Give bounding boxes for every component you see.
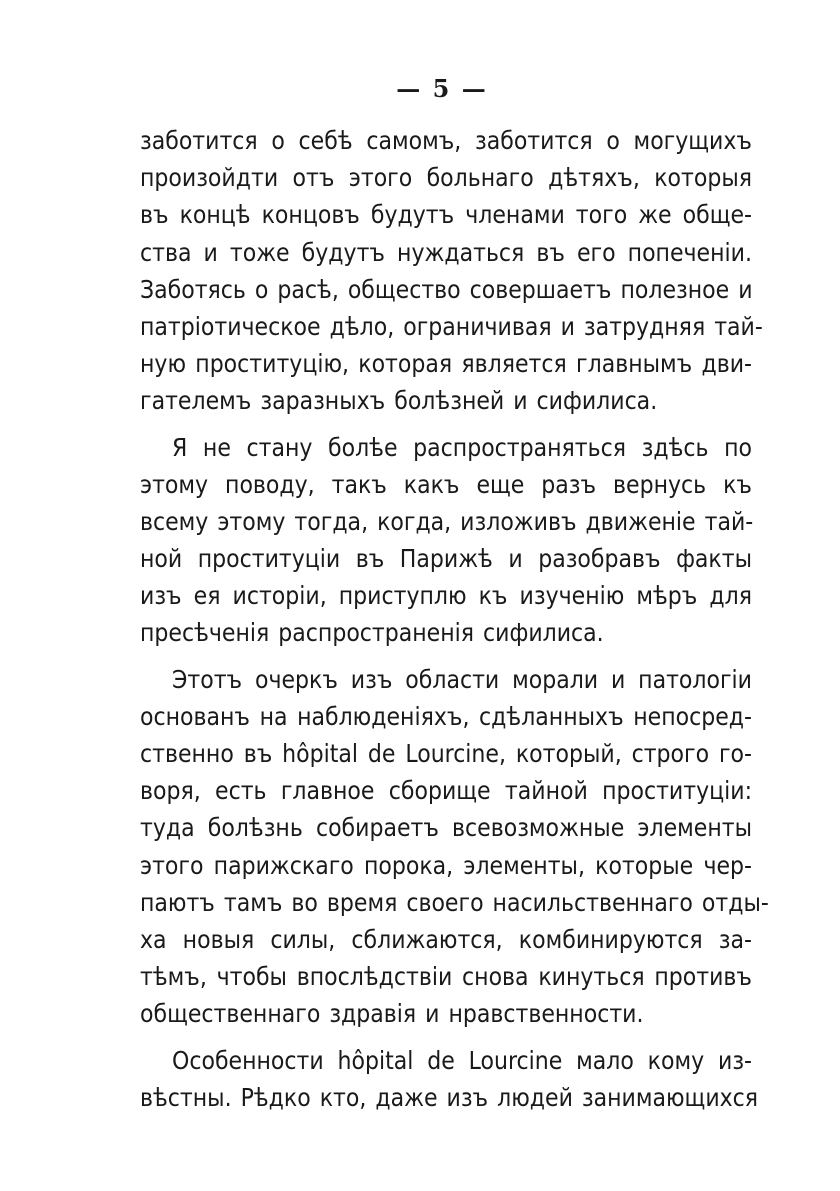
text-line: ной проституціи въ Парижѣ и разобравъ факты	[140, 544, 752, 574]
text-line: Заботясь о расѣ, общество совершаетъ полезное и	[140, 274, 753, 304]
page-number: — 5 —	[396, 74, 488, 103]
text-line: Особенности hôpital de Lourcine мало кому из-	[172, 1045, 752, 1075]
text-line: произойдти отъ этого больнаго дѣтяхъ, которыя	[140, 163, 752, 193]
text-line: вѣстны. Рѣдко кто, даже изъ людей занимающихся	[140, 1082, 759, 1112]
body-text	[140, 122, 769, 1116]
text-line: патріотическое дѣло, ограничивая и затрудняя тай-	[140, 311, 763, 341]
text-line: паютъ тамъ во время своего насильственнаго отды-	[140, 887, 769, 917]
text-line: изъ ея исторіи, приступлю къ изученію мѣръ для	[140, 581, 752, 611]
text-line: гателемъ заразныхъ болѣзней и сифилиса.	[140, 386, 658, 416]
text-line: туда болѣзнь собираетъ всевозможные элементы	[140, 813, 752, 843]
text-line: въ концѣ концовъ будутъ членами того же обще-	[140, 200, 752, 230]
text-line: тѣмъ, чтобы впослѣдствіи снова кинуться противъ	[140, 962, 752, 992]
text-line: этого парижскаго порока, элементы, которые чер-	[140, 850, 752, 880]
text-line: ства и тоже будутъ нуждаться въ его попеченіи.	[140, 237, 752, 267]
text-line: заботится о себѣ самомъ, заботится о могущихъ	[140, 126, 752, 155]
paragraph	[140, 429, 752, 652]
text-line: Этотъ очеркъ изъ области морали и патологіи	[172, 664, 752, 694]
text-line: воря, есть главное сборище тайной проституціи:	[140, 776, 752, 806]
text-line: основанъ на наблюденіяхъ, сдѣланныхъ непосред-	[140, 701, 752, 731]
text-line: ную проституцію, которая является главнымъ дви-	[140, 349, 752, 379]
text-line: Я не стану болѣе распространяться здѣсь по	[172, 432, 752, 462]
text-line: ственно въ hôpital de Lourcine, который, строго го-	[140, 739, 752, 768]
text-line: общественнаго здравія и нравственности.	[140, 999, 644, 1029]
paragraph	[140, 122, 763, 420]
text-line: ха новыя силы, сближаются, комбинируются за-	[140, 924, 752, 954]
text-line: этому поводу, такъ какъ еще разъ вернусь къ	[140, 469, 752, 499]
text-line: пресѣченія распространенія сифилиса.	[140, 618, 604, 648]
text-line: всему этому тогда, когда, изложивъ движеніе тай-	[140, 506, 754, 536]
paragraph	[140, 1042, 759, 1116]
paragraph	[140, 661, 769, 1033]
